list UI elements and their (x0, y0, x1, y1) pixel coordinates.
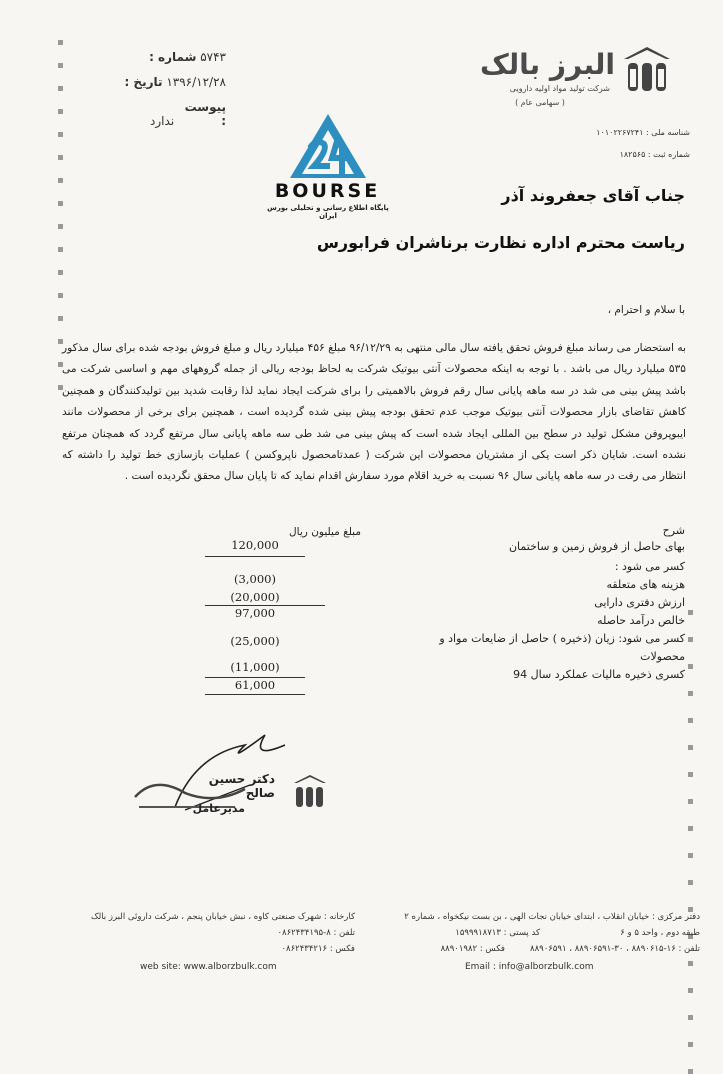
letter-date (96, 75, 226, 89)
bourse-wordmark: BOURSE (274, 180, 381, 202)
recipient-title: ریاست محترم اداره نظارت برناشران فرابورس (316, 233, 685, 252)
table-row-desc: هزینه های متعلقه (606, 578, 685, 591)
company-registration: شماره ثبت : ۱۸۲۵۶۵ (619, 150, 690, 159)
table-row-desc: بهای حاصل از فروش زمین و ساختمان (508, 540, 685, 553)
footer-email: Email : info@alborzbulk.com (465, 962, 594, 972)
letter-number-label: شماره : (149, 50, 197, 64)
amount-column-header: مبلغ میلیون ریال (289, 526, 361, 538)
amount-rule (205, 694, 305, 695)
table-row-amount: (25,000) (230, 634, 280, 648)
footer-factory-address: کارخانه : شهرک صنعتی کاوه ، نبش خیابان پنجم ، شرکت داروئی البرز بالک (91, 912, 355, 922)
table-row-amount: 120,000 (231, 538, 279, 552)
table-row-desc: ارزش دفتری دارایی (594, 596, 685, 609)
recipient-name: جناب آقای جعفروند آذر (501, 186, 685, 205)
letter-number (96, 50, 226, 64)
footer-hq-fax: فکس : ۸۸۹۰۱۹۸۲ (440, 944, 505, 954)
company-name: البرز بالک (479, 48, 615, 81)
table-row-desc: کسر می شود: زیان (ذخیره ) حاصل از ضایعات مواد و (439, 632, 685, 645)
letter-attachment-value: ندارد (150, 114, 175, 128)
table-row-amount: (20,000) (230, 590, 280, 604)
letter-body: به استحضار می رساند مبلغ فروش تحقق یافته سال مالی منتهی به ۹۶/۱۲/۲۹ مبلغ ۴۵۶ میلیارد ریال و مبلغ فروش بودجه شده برای سال مذکور ۵۳۵ میلیارد ریال می باشد . با توجه به اینکه محصولات آنتی بیوتیک شرکت به لحاظ بودجه ریالی از جمله گروههای مهم و اساسی شرکت می باشد پیش بینی می شد در سه ماهه پایانی سال رقم فروش بالاهمیتی را برای شرکت ایجاد نماید لذا رقابت شدید بین تولیدکنندگان و همچنین کاهش تقاضای بازار محصولات آنتی بیوتیک موجب عدم تحقق بودجه پیش بینی شده گردیده است ، همچنین برای برخی از محصولات مانند ایبوپروفن مشکل تولید در سطح بین المللی ایجاد شده است که پیش بینی می شد طی سه ماهه پایانی سال مرتفع گردد که همچنان مرتفع نشده است. شایان ذکر است یکی از مشتریان محصولات این شرکت ( عمدتامحصول ناپروکسن ) عملیات بازسازی خط تولید را داشته که انتظار می رفت در سه ماهه پایانی سال ۹۶ نسبت به خرید اقلام مورد سفارش اقدام نماید که تا پایان سال محقق نگردیده است . (62, 342, 686, 483)
table-total-amount: 61,000 (234, 678, 276, 692)
table-row-desc: کسر می شود : (614, 560, 685, 573)
footer-hq-postal: کد پستی : ۱۵۹۹۹۱۸۷۱۳ (455, 928, 540, 938)
letter-number-value: ۵۷۴۳ (200, 50, 226, 64)
company-national-id: شناسه ملی : ۱۰۱۰۲۲۶۷۲۴۱ (596, 128, 690, 137)
greeting: با سلام و احترام ، (607, 304, 685, 316)
letter-attachment-label: پیوست : (184, 100, 226, 128)
company-type: ( سهامی عام ) (515, 98, 565, 107)
table-row-desc: خالص درآمد حاصله (597, 614, 685, 627)
table-row-amount: (3,000) (234, 572, 276, 586)
company-subtitle: شرکت تولید مواد اولیه دارویی (509, 84, 610, 93)
signatory-name: دکتر حسین صالح (208, 772, 275, 800)
table-row-desc: محصولات (640, 650, 685, 663)
footer-hq-floor: طبقه دوم ، واحد ۵ و ۶ (620, 928, 700, 938)
right-margin-marks (688, 610, 696, 1050)
footer-factory-phone: تلفن : ۸-۰۸۶۲۴۳۴۱۹۵ (277, 928, 355, 938)
description-column-header: شرح (662, 524, 685, 537)
company-logo-icon (618, 45, 676, 93)
footer-factory-fax: فکس : ۰۸۶۲۴۳۴۲۱۶ (281, 944, 355, 954)
table-row-amount: (11,000) (230, 660, 280, 674)
amount-rule (205, 556, 305, 557)
table-row-amount: 97,000 (234, 606, 276, 620)
letter-date-label: تاریخ : (124, 75, 163, 89)
letter-date-value: ۱۳۹۶/۱۲/۲۸ (166, 75, 226, 89)
letter-attachment (96, 100, 226, 128)
signatory-title: مدیرعامل (192, 802, 245, 815)
footer-website: web site: www.alborzbulk.com (140, 962, 277, 972)
bourse-tagline: پایگاه اطلاع رسانی و تحلیلی بورس ایران (267, 204, 389, 220)
table-row-desc: کسری ذخیره مالیات عملکرد سال 94 (513, 668, 685, 681)
footer-hq-address: دفتر مرکزی : خیابان انقلاب ، ابتدای خیابان نجات الهی ، بن بست نیکخواه ، شماره ۲ (404, 912, 700, 922)
footer-hq-phone: تلفن : ۱۶-۸۸۹۰۶۱۵ ، ۳۰-۸۸۹۰۶۵۹۱ ، ۸۸۹۰۶۵۹۱ (530, 944, 700, 954)
